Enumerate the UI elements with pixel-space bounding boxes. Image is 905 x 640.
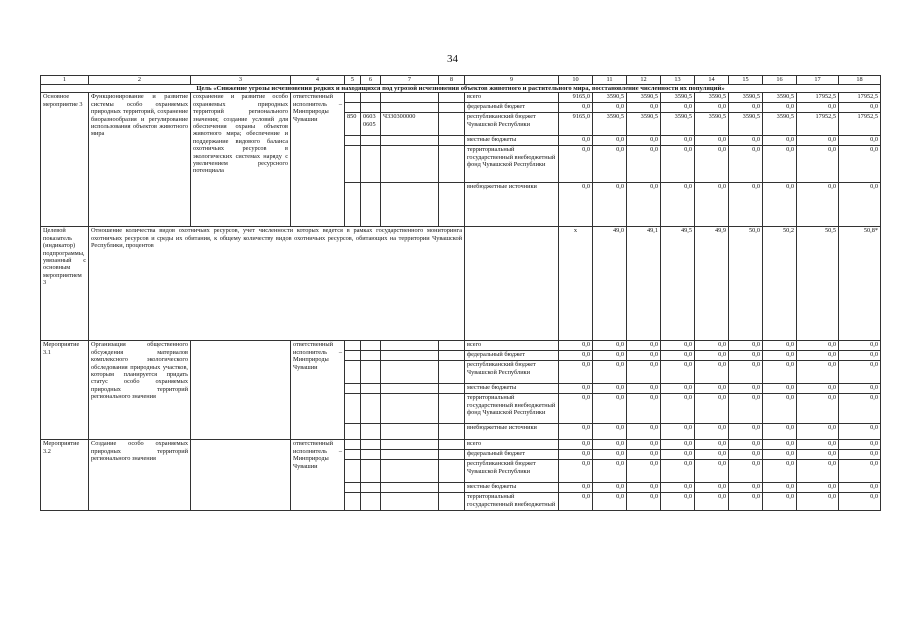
code-cell: [361, 103, 381, 113]
code-rzpr: 0603 0605: [361, 113, 381, 136]
code-cell: [345, 93, 361, 103]
amount-cell: 0,0: [593, 351, 627, 361]
code-cell: [345, 483, 361, 493]
code-cell: [439, 146, 465, 183]
amount-cell: 0,0: [763, 394, 797, 424]
code-cell: [439, 493, 465, 511]
amount-cell: 0,0: [661, 183, 695, 227]
amount-cell: 0,0: [797, 384, 839, 394]
amount-cell: 0,0: [729, 103, 763, 113]
code-cell: [361, 93, 381, 103]
amount-cell: 0,0: [729, 361, 763, 384]
amount-cell: 0,0: [695, 341, 729, 351]
amount-cell: 0,0: [695, 450, 729, 460]
code-csr: Ч330300000: [381, 113, 439, 136]
amount-cell: 0,0: [661, 361, 695, 384]
funding-source: территориальный государственный внебюджетный фонд Чувашской Республики: [465, 146, 559, 183]
code-cell: [439, 361, 465, 384]
amount-cell: 0,0: [661, 384, 695, 394]
column-number-16: 16: [763, 76, 797, 85]
column-number-9: 9: [465, 76, 559, 85]
item-tasks: сохранение и развитие особо охраняемых природных территорий регионального значения; создание условий для обеспечения охраны объектов животного мира; обеспечение и поддержание видового баланса охотничьих ресурсов в экологических системах наряду с увеличением ресурсного потенциала: [191, 93, 291, 227]
indicator-text: Отношение количества видов охотничьих ресурсов, учет численности которых ведется в рамках государственного мониторинга охотничьих ресурсов и среды их обитания, к общему количеству видов охотничьих ресурсов, обитающих на территории Чувашской Республики, процентов: [89, 227, 465, 341]
amount-cell: 0,0: [661, 146, 695, 183]
funding-source: республиканский бюджет Чувашской Республики: [465, 361, 559, 384]
indicator-row: [41, 227, 881, 341]
code-cell: [439, 341, 465, 351]
amount-cell: 0,0: [839, 394, 881, 424]
funding-source: местные бюджеты: [465, 136, 559, 146]
amount-cell: 0,0: [839, 483, 881, 493]
funding-source: территориальный государственный внебюджетный: [465, 493, 559, 511]
amount-cell: 0,0: [661, 493, 695, 511]
amount-cell: 0,0: [559, 384, 593, 394]
code-cell: [345, 493, 361, 511]
amount-cell: 17952,5: [839, 93, 881, 103]
amount-cell: 0,0: [661, 424, 695, 440]
program-item-name: Мероприятие 3.1: [41, 341, 89, 440]
amount-cell: 0,0: [839, 384, 881, 394]
funding-source: федеральный бюджет: [465, 103, 559, 113]
column-number-8: 8: [439, 76, 465, 85]
table-row: [41, 440, 881, 450]
amount-cell: 0,0: [695, 103, 729, 113]
code-cell: [439, 136, 465, 146]
amount-cell: 3590,5: [593, 113, 627, 136]
amount-cell: 0,0: [839, 440, 881, 450]
code-cell: [381, 394, 439, 424]
amount-cell: 0,0: [559, 341, 593, 351]
amount-cell: 0,0: [729, 341, 763, 351]
column-number-1: 1: [41, 76, 89, 85]
column-number-12: 12: [627, 76, 661, 85]
amount-cell: 0,0: [627, 493, 661, 511]
code-cell: [381, 450, 439, 460]
amount-cell: 0,0: [627, 384, 661, 394]
amount-cell: 0,0: [593, 493, 627, 511]
amount-cell: 0,0: [763, 351, 797, 361]
code-cell: [345, 460, 361, 483]
amount-cell: 0,0: [839, 424, 881, 440]
amount-cell: 0,0: [729, 136, 763, 146]
amount-cell: 0,0: [627, 460, 661, 483]
amount-cell: 0,0: [729, 440, 763, 450]
column-number-row: [41, 76, 881, 85]
code-cell: [345, 351, 361, 361]
amount-cell: 3590,5: [695, 113, 729, 136]
code-cell: [381, 351, 439, 361]
amount-cell: 17952,5: [797, 93, 839, 103]
amount-cell: 0,0: [839, 341, 881, 351]
code-cell: [439, 483, 465, 493]
amount-cell: 0,0: [559, 483, 593, 493]
funding-source: внебюджетные источники: [465, 424, 559, 440]
amount-cell: 9165,0: [559, 93, 593, 103]
amount-cell: 0,0: [593, 341, 627, 351]
amount-cell: 0,0: [627, 440, 661, 450]
amount-cell: 0,0: [797, 361, 839, 384]
code-vr: [439, 113, 465, 136]
amount-cell: 0,0: [797, 483, 839, 493]
amount-cell: 0,0: [627, 424, 661, 440]
table-row: [41, 93, 881, 103]
amount-cell: 0,0: [763, 493, 797, 511]
code-cell: [439, 460, 465, 483]
amount-cell: 0,0: [839, 103, 881, 113]
code-cell: [381, 183, 439, 227]
amount-cell: 0,0: [661, 450, 695, 460]
amount-cell: 3590,5: [593, 93, 627, 103]
amount-cell: 3590,5: [661, 113, 695, 136]
amount-cell: 0,0: [763, 361, 797, 384]
amount-cell: 0,0: [559, 136, 593, 146]
amount-cell: 0,0: [627, 483, 661, 493]
amount-cell: 3590,5: [729, 113, 763, 136]
item-title: Функционирование и развитие системы особо охраняемых природных территорий, сохранение биоразнообразия и регулирование использования объектов животного мира: [89, 93, 191, 227]
item-title: Создание особо охраняемых природных территорий регионального значения: [89, 440, 191, 511]
funding-source: республиканский бюджет Чувашской Республики: [465, 460, 559, 483]
page-number: 34: [447, 53, 458, 65]
amount-cell: 0,0: [729, 483, 763, 493]
amount-cell: 0,0: [839, 460, 881, 483]
column-number-14: 14: [695, 76, 729, 85]
amount-cell: 0,0: [593, 103, 627, 113]
amount-cell: 0,0: [627, 450, 661, 460]
column-number-5: 5: [345, 76, 361, 85]
amount-cell: 0,0: [797, 146, 839, 183]
code-cell: [361, 493, 381, 511]
code-cell: [361, 183, 381, 227]
amount-cell: 0,0: [763, 341, 797, 351]
amount-cell: 0,0: [559, 493, 593, 511]
column-number-7: 7: [381, 76, 439, 85]
funding-source: федеральный бюджет: [465, 351, 559, 361]
program-item-name: Основное мероприятие 3: [41, 93, 89, 227]
amount-cell: 0,0: [627, 394, 661, 424]
amount-cell: 0,0: [839, 450, 881, 460]
amount-cell: 0,0: [695, 136, 729, 146]
amount-cell: 0,0: [661, 460, 695, 483]
amount-cell: 0,0: [661, 483, 695, 493]
code-cell: [361, 440, 381, 450]
indicator-value: 49,0: [593, 227, 627, 341]
code-cell: [439, 450, 465, 460]
funding-source: федеральный бюджет: [465, 450, 559, 460]
amount-cell: 0,0: [797, 460, 839, 483]
amount-cell: 0,0: [695, 361, 729, 384]
amount-cell: 0,0: [559, 424, 593, 440]
code-cell: [381, 384, 439, 394]
amount-cell: 0,0: [627, 146, 661, 183]
code-cell: [345, 394, 361, 424]
code-cell: [345, 341, 361, 351]
amount-cell: 0,0: [559, 394, 593, 424]
amount-cell: 0,0: [593, 361, 627, 384]
amount-cell: 0,0: [839, 361, 881, 384]
code-cell: [381, 103, 439, 113]
code-cell: [345, 361, 361, 384]
amount-cell: 0,0: [729, 424, 763, 440]
amount-cell: 0,0: [559, 103, 593, 113]
code-cell: [361, 361, 381, 384]
indicator-x: х: [559, 227, 593, 341]
code-cell: [345, 384, 361, 394]
amount-cell: 0,0: [593, 394, 627, 424]
amount-cell: 0,0: [763, 460, 797, 483]
code-cell: [345, 103, 361, 113]
amount-cell: 0,0: [763, 103, 797, 113]
code-cell: [439, 424, 465, 440]
code-cell: [361, 146, 381, 183]
amount-cell: 0,0: [695, 183, 729, 227]
code-cell: [381, 146, 439, 183]
amount-cell: 0,0: [729, 183, 763, 227]
code-cell: [381, 460, 439, 483]
amount-cell: 0,0: [593, 384, 627, 394]
amount-cell: 0,0: [729, 460, 763, 483]
code-cell: [439, 183, 465, 227]
amount-cell: 0,0: [695, 440, 729, 450]
goal-heading: Цель «Снижение угрозы исчезновения редких и находящихся под угрозой исчезновения объектов животного и растительного мира, восстановление численности их популяций»: [41, 85, 881, 93]
table-cell: [465, 227, 559, 341]
indicator-value: 50,8*: [839, 227, 881, 341]
code-cell: [361, 384, 381, 394]
item-tasks: [191, 341, 291, 440]
amount-cell: 0,0: [695, 394, 729, 424]
amount-cell: 0,0: [695, 493, 729, 511]
amount-cell: 0,0: [559, 361, 593, 384]
code-cell: [345, 440, 361, 450]
amount-cell: 0,0: [559, 146, 593, 183]
funding-source: внебюджетные источники: [465, 183, 559, 227]
amount-cell: 0,0: [627, 136, 661, 146]
amount-cell: 0,0: [839, 146, 881, 183]
amount-cell: 0,0: [729, 493, 763, 511]
funding-source: всего: [465, 440, 559, 450]
responsible-executor: ответственный исполнитель – Минприроды Чувашии: [291, 341, 345, 440]
responsible-executor: ответственный исполнитель – Минприроды Чувашии: [291, 440, 345, 511]
amount-cell: 0,0: [627, 183, 661, 227]
indicator-value: 50,2: [763, 227, 797, 341]
amount-cell: 3590,5: [627, 113, 661, 136]
amount-cell: 0,0: [839, 493, 881, 511]
amount-cell: 0,0: [729, 146, 763, 183]
code-cell: [361, 450, 381, 460]
amount-cell: 0,0: [839, 351, 881, 361]
code-cell: [345, 136, 361, 146]
amount-cell: 0,0: [593, 440, 627, 450]
amount-cell: 3590,5: [695, 93, 729, 103]
amount-cell: 0,0: [797, 341, 839, 351]
code-cell: [439, 351, 465, 361]
column-number-10: 10: [559, 76, 593, 85]
column-number-18: 18: [839, 76, 881, 85]
amount-cell: 0,0: [661, 351, 695, 361]
amount-cell: 0,0: [763, 440, 797, 450]
amount-cell: 0,0: [729, 384, 763, 394]
code-cell: [361, 136, 381, 146]
code-cell: [345, 183, 361, 227]
amount-cell: 3590,5: [661, 93, 695, 103]
amount-cell: 0,0: [797, 493, 839, 511]
amount-cell: 0,0: [627, 341, 661, 351]
amount-cell: 0,0: [661, 136, 695, 146]
amount-cell: 0,0: [763, 424, 797, 440]
indicator-value: 49,5: [661, 227, 695, 341]
code-cell: [439, 440, 465, 450]
funding-source: республиканский бюджет Чувашской Республики: [465, 113, 559, 136]
amount-cell: 0,0: [797, 103, 839, 113]
amount-cell: 3590,5: [763, 113, 797, 136]
amount-cell: 0,0: [627, 103, 661, 113]
amount-cell: 3590,5: [729, 93, 763, 103]
column-number-4: 4: [291, 76, 345, 85]
amount-cell: 0,0: [661, 440, 695, 450]
code-cell: [439, 384, 465, 394]
code-cell: [361, 341, 381, 351]
funding-source: всего: [465, 93, 559, 103]
amount-cell: 0,0: [763, 136, 797, 146]
amount-cell: 0,0: [593, 183, 627, 227]
code-cell: [361, 483, 381, 493]
amount-cell: 0,0: [695, 424, 729, 440]
amount-cell: 0,0: [559, 460, 593, 483]
amount-cell: 3590,5: [763, 93, 797, 103]
indicator-value: 49,1: [627, 227, 661, 341]
column-number-13: 13: [661, 76, 695, 85]
indicator-label: Целевой показатель (индикатор) подпрограммы, увязанный с основным мероприятием 3: [41, 227, 89, 341]
code-cell: [381, 361, 439, 384]
column-number-15: 15: [729, 76, 763, 85]
amount-cell: 0,0: [763, 146, 797, 183]
code-cell: [381, 424, 439, 440]
amount-cell: 3590,5: [627, 93, 661, 103]
code-cell: [381, 493, 439, 511]
amount-cell: 0,0: [695, 483, 729, 493]
amount-cell: 0,0: [839, 183, 881, 227]
program-item-name: Мероприятие 3.2: [41, 440, 89, 511]
indicator-value: 50,5: [797, 227, 839, 341]
amount-cell: 0,0: [695, 146, 729, 183]
amount-cell: 0,0: [797, 394, 839, 424]
amount-cell: 0,0: [627, 361, 661, 384]
amount-cell: 0,0: [763, 450, 797, 460]
amount-cell: 0,0: [593, 146, 627, 183]
amount-cell: 0,0: [661, 341, 695, 351]
amount-cell: 0,0: [593, 450, 627, 460]
code-cell: [381, 483, 439, 493]
amount-cell: 0,0: [797, 440, 839, 450]
code-cell: [361, 394, 381, 424]
funding-source: всего: [465, 341, 559, 351]
code-cell: [345, 146, 361, 183]
amount-cell: 17952,5: [839, 113, 881, 136]
code-grbs: 850: [345, 113, 361, 136]
amount-cell: 9165,0: [559, 113, 593, 136]
column-number-11: 11: [593, 76, 627, 85]
amount-cell: 0,0: [729, 450, 763, 460]
table-row: [41, 341, 881, 351]
budget-table: [40, 75, 881, 511]
code-cell: [345, 450, 361, 460]
amount-cell: 0,0: [797, 136, 839, 146]
code-cell: [381, 136, 439, 146]
code-cell: [439, 93, 465, 103]
code-cell: [361, 460, 381, 483]
amount-cell: 0,0: [695, 351, 729, 361]
amount-cell: 0,0: [763, 384, 797, 394]
amount-cell: 0,0: [559, 183, 593, 227]
code-cell: [361, 351, 381, 361]
amount-cell: 0,0: [559, 351, 593, 361]
amount-cell: 17952,5: [797, 113, 839, 136]
code-cell: [381, 440, 439, 450]
amount-cell: 0,0: [593, 424, 627, 440]
column-number-6: 6: [361, 76, 381, 85]
code-cell: [345, 424, 361, 440]
amount-cell: 0,0: [661, 394, 695, 424]
code-cell: [381, 93, 439, 103]
amount-cell: 0,0: [661, 103, 695, 113]
amount-cell: 0,0: [763, 483, 797, 493]
responsible-executor: ответственный исполнитель – Минприроды Чувашии: [291, 93, 345, 227]
amount-cell: 0,0: [559, 440, 593, 450]
column-number-2: 2: [89, 76, 191, 85]
amount-cell: 0,0: [695, 460, 729, 483]
code-cell: [439, 394, 465, 424]
indicator-value: 50,0: [729, 227, 763, 341]
amount-cell: 0,0: [593, 460, 627, 483]
column-number-3: 3: [191, 76, 291, 85]
item-title: Организация общественного обсуждения материалов комплексного экологического обследования природных участков, которым планируется придать статус особо охраняемых природных территорий регионального значения: [89, 341, 191, 440]
amount-cell: 0,0: [797, 351, 839, 361]
code-cell: [381, 341, 439, 351]
amount-cell: 0,0: [729, 351, 763, 361]
funding-source: местные бюджеты: [465, 384, 559, 394]
indicator-value: 49,9: [695, 227, 729, 341]
amount-cell: 0,0: [797, 424, 839, 440]
amount-cell: 0,0: [797, 183, 839, 227]
item-tasks: [191, 440, 291, 511]
funding-source: местные бюджеты: [465, 483, 559, 493]
amount-cell: 0,0: [729, 394, 763, 424]
code-cell: [439, 103, 465, 113]
amount-cell: 0,0: [839, 136, 881, 146]
funding-source: территориальный государственный внебюджетный фонд Чувашской Республики: [465, 394, 559, 424]
amount-cell: 0,0: [797, 450, 839, 460]
column-number-17: 17: [797, 76, 839, 85]
amount-cell: 0,0: [559, 450, 593, 460]
amount-cell: 0,0: [627, 351, 661, 361]
amount-cell: 0,0: [695, 384, 729, 394]
amount-cell: 0,0: [593, 483, 627, 493]
amount-cell: 0,0: [593, 136, 627, 146]
amount-cell: 0,0: [763, 183, 797, 227]
code-cell: [361, 424, 381, 440]
